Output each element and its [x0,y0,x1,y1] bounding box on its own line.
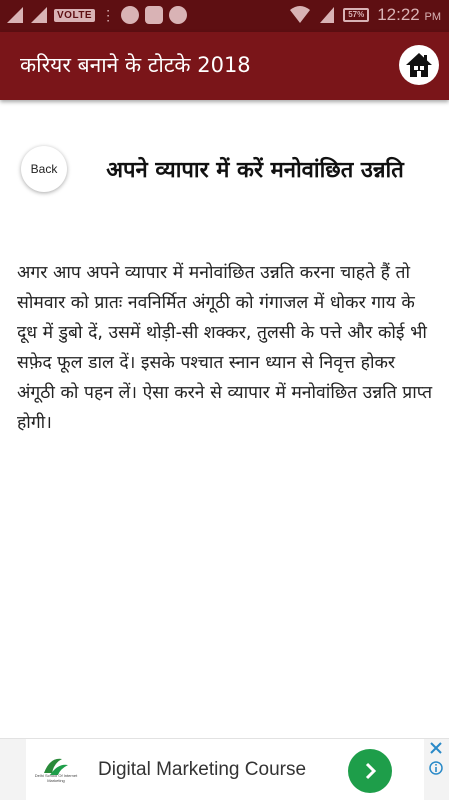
ad-headline[interactable]: Digital Marketing Course [98,759,307,780]
ad-open-button[interactable] [348,749,392,793]
ad-logo-icon [36,751,76,789]
home-icon [405,52,433,78]
message-notification-icon [169,6,187,24]
clock-ampm: PM [424,11,441,23]
ad-banner[interactable] [0,738,449,800]
clock-time: 12:22 [377,5,420,24]
status-right-group [289,5,441,25]
cell-signal-icon [319,6,335,24]
app-bar [0,32,449,100]
ad-logo-text: Delhi School Of Internet Marketing [34,773,78,783]
battery-icon: 57% [343,8,369,22]
dots-icon: ⋮ [101,6,116,23]
back-button[interactable]: Back [21,146,67,192]
ad-card[interactable] [26,739,424,800]
ad-info-icon[interactable] [429,761,443,775]
signal-icon [6,6,24,24]
status-left-group [6,6,187,24]
status-bar [0,0,449,32]
volte-badge: VOLTE [54,9,95,22]
signal-icon-2 [30,6,48,24]
status-clock [377,5,441,25]
chevron-right-icon [360,761,380,781]
home-button[interactable] [399,45,439,85]
article-title: अपने व्यापार में करें मनोवांछित उन्नति [106,158,404,183]
image-notification-icon [145,6,163,24]
article-body: अगर आप अपने व्यापार में मनोवांछित उन्नति करना चाहते हैं तो सोमवार को प्रातः नवनिर्मित अंगूठी को गंगाजल में धोकर गाय के दूध में डुबो दें, उसमें थोड़ी-सी शक्कर, तुलसी के पत्ते और कोई भी सफ़ेद फूल डाल दें। इसके पश्चात स्नान ध्यान से निवृत्त होकर अंगूठी को पहन लें। ऐसा करने से व्यापार में मनोवांछित उन्नति प्राप्त होगी। [17,263,433,433]
wifi-icon [289,6,311,24]
ad-close-icon[interactable] [429,741,443,755]
app-notification-icon [121,6,139,24]
app-title: करियर बनाने के टोटके 2018 [20,53,251,77]
